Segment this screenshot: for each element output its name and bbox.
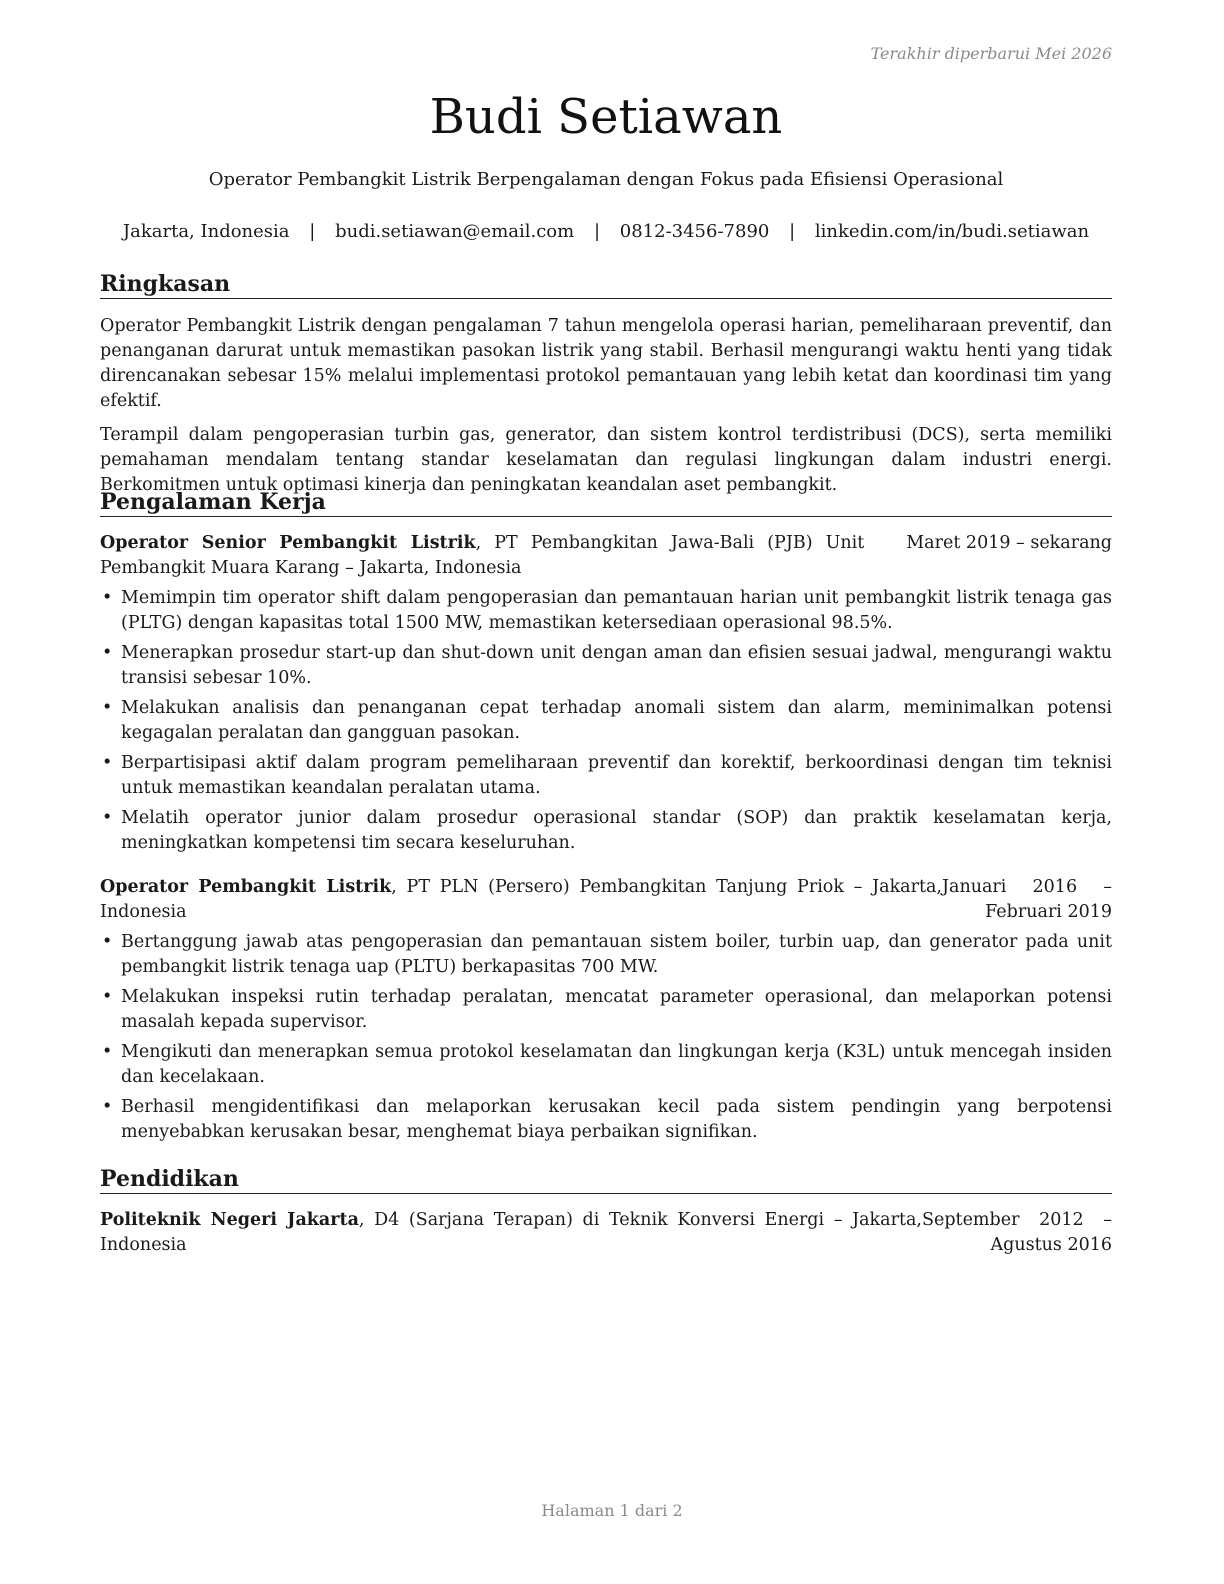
- job-dates: Maret 2019 – sekarang: [906, 533, 1112, 553]
- section-title-education: Pendidikan: [100, 1165, 1112, 1194]
- list-item: • Memimpin tim operator shift dalam pengoperasian dan pemantauan harian unit pembangkit listrik tenaga gas (PLTG) dengan kapasitas total 1500 MW, memastikan ketersediaan operasional 98.5%.: [102, 588, 1112, 633]
- section-title-experience: Pengalaman Kerja: [100, 488, 1112, 517]
- list-item: • Bertanggung jawab atas pengoperasian dan pemantauan sistem boiler, turbin uap, dan generator pada unit pembangkit listrik tenaga uap (PLTU) berkapasitas 700 MW.: [102, 932, 1112, 977]
- contact-linkedin[interactable]: linkedin.com/in/budi.setiawan: [814, 221, 1090, 242]
- list-item: • Mengikuti dan menerapkan semua protokol keselamatan dan lingkungan kerja (K3L) untuk mencegah insiden dan kecelakaan.: [102, 1042, 1112, 1087]
- education-dates: September 2012 – Agustus 2016: [922, 1210, 1112, 1255]
- education-school: Politeknik Negeri Jakarta: [100, 1210, 359, 1230]
- list-item: • Melakukan inspeksi rutin terhadap peralatan, mencatat parameter operasional, dan melaporkan potensi masalah kepada supervisor.: [102, 987, 1112, 1032]
- job-header: [100, 875, 1112, 925]
- contact-separator: |: [789, 221, 796, 242]
- summary-section: [100, 270, 1112, 498]
- education-section: [100, 1165, 1112, 1258]
- professional-tagline: Operator Pembangkit Listrik Berpengalaman dengan Fokus pada Efisiensi Operasional: [208, 169, 1004, 190]
- list-item: • Melakukan analisis dan penanganan cepat terhadap anomali sistem dan alarm, meminimalkan potensi kegagalan peralatan dan gangguan pasokan.: [102, 698, 1112, 743]
- summary-paragraph: Terampil dalam pengoperasian turbin gas, generator, dan sistem kontrol terdistribusi (DCS), serta memiliki pemahaman mendalam tentang standar keselamatan dan regulasi lingkungan dalam industri energi. Berkomitmen untuk optimasi kinerja dan peningkatan keandalan aset pembangkit.: [100, 425, 1112, 495]
- contact-separator: |: [593, 221, 601, 242]
- summary-paragraph: Operator Pembangkit Listrik dengan pengalaman 7 tahun mengelola operasi harian, pemeliharaan preventif, dan penanganan darurat untuk memastikan pasokan listrik yang stabil. Berhasil mengurangi waktu henti yang tidak direncanakan sebesar 15% melalui implementasi protokol pemantauan yang lebih ketat dan koordinasi tim yang efektif.: [100, 316, 1112, 411]
- list-item: • Melatih operator junior dalam prosedur operasional standar (SOP) dan praktik keselamatan kerja, meningkatkan kompetensi tim secara keseluruhan.: [102, 808, 1112, 853]
- job-organization: , PT Pembangkitan Jawa-Bali (PJB) Unit Pembangkit Muara Karang – Jakarta, Indonesia: [100, 533, 865, 578]
- contact-email[interactable]: budi.setiawan@email.com: [335, 221, 575, 242]
- job-entry: [100, 875, 1112, 1145]
- job-header: [100, 531, 1112, 581]
- job-role: Operator Pembangkit Listrik: [100, 877, 392, 897]
- list-item: • Berpartisipasi aktif dalam program pemeliharaan preventif dan korektif, berkoordinasi dengan tim teknisi untuk memastikan keandalan peralatan utama.: [102, 753, 1112, 798]
- list-item: • Menerapkan prosedur start-up dan shut-down unit dengan aman dan efisien sesuai jadwal, mengurangi waktu transisi sebesar 10%.: [102, 643, 1112, 688]
- page-number: Halaman 1 dari 2: [541, 1501, 683, 1520]
- list-item: • Berhasil mengidentifikasi dan melaporkan kerusakan kecil pada sistem pendingin yang berpotensi menyebabkan kerusakan besar, menghemat biaya perbaikan signifikan.: [102, 1097, 1112, 1142]
- section-title-summary: Ringkasan: [100, 270, 1112, 299]
- job-organization: , PT PLN (Persero) Pembangkitan Tanjung Priok – Jakarta, Indonesia: [100, 877, 942, 922]
- experience-section: [100, 488, 1112, 1145]
- last-updated-note: Terakhir diperbarui Mei 2026: [870, 44, 1112, 63]
- contact-location: Jakarta, Indonesia: [122, 221, 290, 242]
- contact-phone: 0812-3456-7890: [619, 221, 770, 242]
- job-entry: [100, 531, 1112, 856]
- candidate-name: Budi Setiawan: [429, 89, 783, 145]
- education-detail: , D4 (Sarjana Terapan) di Teknik Konversi Energi – Jakarta, Indonesia: [100, 1210, 922, 1255]
- job-dates: Januari 2016 – Februari 2019: [942, 877, 1112, 922]
- job-role: Operator Senior Pembangkit Listrik: [100, 533, 476, 553]
- education-entry: [100, 1208, 1112, 1258]
- contact-line: [100, 220, 1112, 244]
- job-bullet-list: [100, 586, 1112, 856]
- contact-separator: |: [309, 221, 316, 242]
- job-bullet-list: [100, 930, 1112, 1145]
